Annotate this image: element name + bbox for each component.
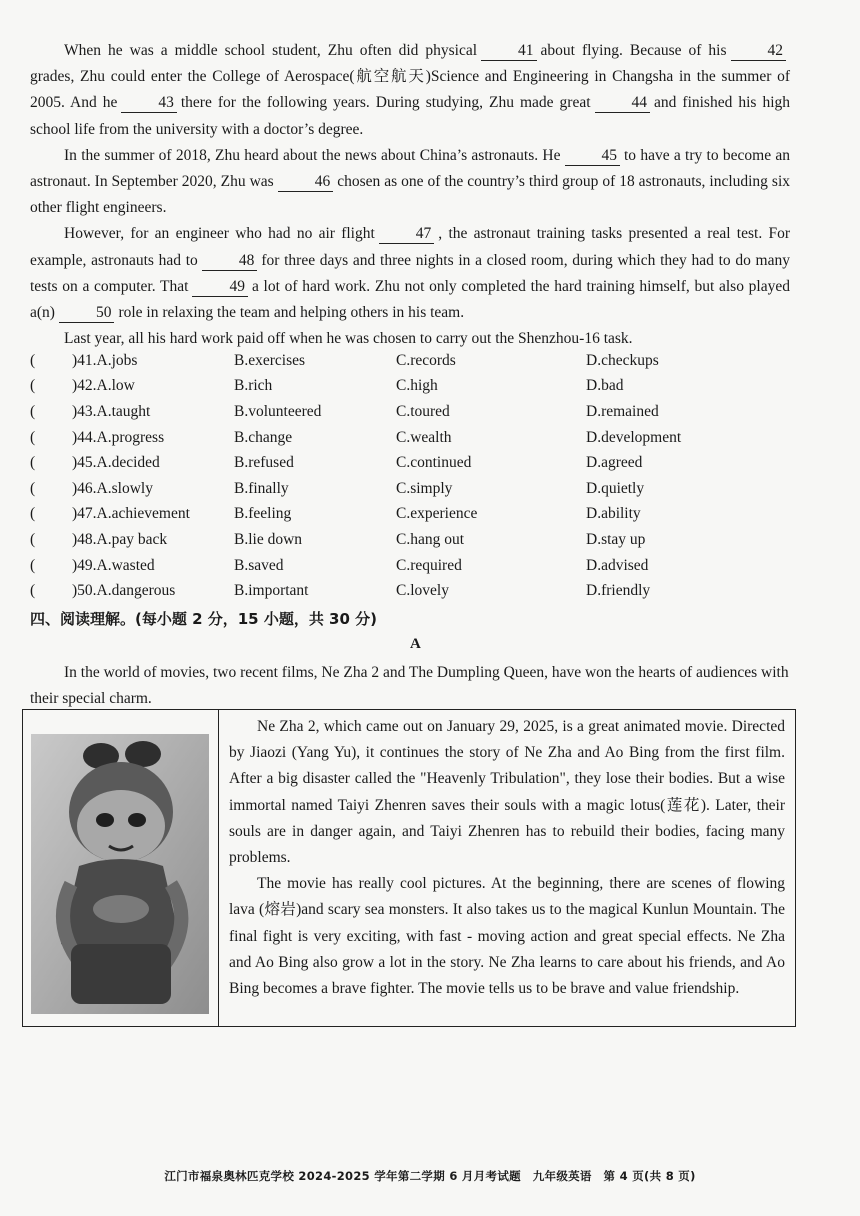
option-row-50: ( )50.A.dangerous B.important C.lovely D.friendly bbox=[30, 582, 651, 600]
passage-box bbox=[22, 709, 796, 1027]
blank-46: 46 bbox=[278, 173, 334, 192]
option-row-43: ( )43.A.taught B.volunteered C.toured D.remained bbox=[30, 402, 659, 420]
page-footer: 江门市福泉奥林匹克学校 2024-2025 学年第二学期 6 月月考试题 九年级英语 第 4 页(共 8 页) bbox=[164, 1169, 696, 1183]
options-list bbox=[30, 348, 810, 604]
blank-43: 43 bbox=[121, 94, 177, 113]
option-row-49: ( )49.A.wasted B.saved C.required D.advised bbox=[30, 556, 649, 574]
cloze-paragraph-2: In the summer of 2018, Zhu heard about the news about China’s astronauts. He 45 to have a try to become an astronaut. In September 2020, Zhu was 46 chosen as one of the country’s third group of 18 astronauts, including six other flight engineers. bbox=[30, 146, 791, 217]
cloze-paragraph-4: Last year, all his hard work paid off when he was chosen to carry out the Shenzhou-16 task. bbox=[64, 330, 633, 348]
passage-paragraph-1: Ne Zha 2, which came out on January 29, 2025, is a great animated movie. Directed by Jiaozi (Yang Yu), it continues the story of Ne Zha and Ao Bing from the first film. After a big disaster called the "Heavenly Tribulation", they lose their bodies. But a wise immortal named Taiyi Zhenren saves their souls with a magic lotus(莲花). Later, their souls are in danger again, and Taiyi Zhenren has to rebuild their bodies, facing many problems. bbox=[229, 718, 785, 867]
reading-section-heading: 四、阅读理解。(每小题 2 分，15 小题，共 30 分) bbox=[30, 610, 378, 628]
blank-44: 44 bbox=[595, 94, 651, 113]
passage-label: A bbox=[410, 636, 421, 652]
blank-47: 47 bbox=[379, 225, 435, 244]
blank-48: 48 bbox=[202, 252, 258, 271]
cloze-passage bbox=[30, 38, 790, 352]
cloze-paragraph-1: When he was a middle school student, Zhu often did physical 41 about flying. Because of his 42grades, Zhu could enter the College of Aerospace(航空航天)Science and Engineering in Changsha in the summer of 2005. And he 43 there for the following years. During studying, Zhu made great 44 and finished his high school life from the university with a doctor’s degree. bbox=[30, 42, 791, 138]
blank-45: 45 bbox=[565, 147, 621, 166]
option-row-45: ( )45.A.decided B.refused C.continued D.agreed bbox=[30, 454, 643, 472]
blank-50: 50 bbox=[59, 304, 115, 323]
option-row-48: ( )48.A.pay back B.lie down C.hang out D.stay up bbox=[30, 530, 646, 548]
cloze-paragraph-3: However, for an engineer who had no air flight 47 , the astronaut training tasks presented a real test. For example, astronauts had to 48 for three days and three nights in a closed room, during which they had to do many tests on a computer. That 49 a lot of hard work. Zhu not only completed the hard training himself, but also played a(n) 50 role in relaxing the team and helping others in his team. bbox=[30, 225, 791, 322]
option-row-42: ( )42.A.low B.rich C.high D.bad bbox=[30, 377, 624, 395]
option-row-44: ( )44.A.progress B.change C.wealth D.development bbox=[30, 428, 682, 446]
passage-text bbox=[219, 710, 795, 1026]
movie-still-image bbox=[23, 710, 219, 1026]
blank-49: 49 bbox=[192, 278, 248, 297]
reading-intro: In the world of movies, two recent films, Ne Zha 2 and The Dumpling Queen, have won the hearts of audiences with their special charm. bbox=[30, 664, 789, 707]
option-row-46: ( )46.A.slowly B.finally C.simply D.quietly bbox=[30, 479, 645, 497]
blank-41: 41 bbox=[481, 42, 537, 61]
option-row-41: ( )41.A.jobs B.exercises C.records D.checkups bbox=[30, 351, 659, 369]
ne-zha-character-illustration bbox=[31, 734, 209, 1014]
option-row-47: ( )47.A.achievement B.feeling C.experience D.ability bbox=[30, 505, 641, 523]
blank-42: 42 bbox=[731, 42, 787, 61]
passage-paragraph-2: The movie has really cool pictures. At the beginning, there are scenes of flowing lava (熔岩)and scary sea monsters. It also takes us to the magical Kunlun Mountain. The final fight is very exciting, with fast - moving action and great special effects. Ne Zha and Ao Bing also grow a lot in the story. Ne Zha learns to care about his friends, and Ao Bing becomes a brave fighter. The movie tells us to be brave and value friendship. bbox=[229, 875, 785, 998]
